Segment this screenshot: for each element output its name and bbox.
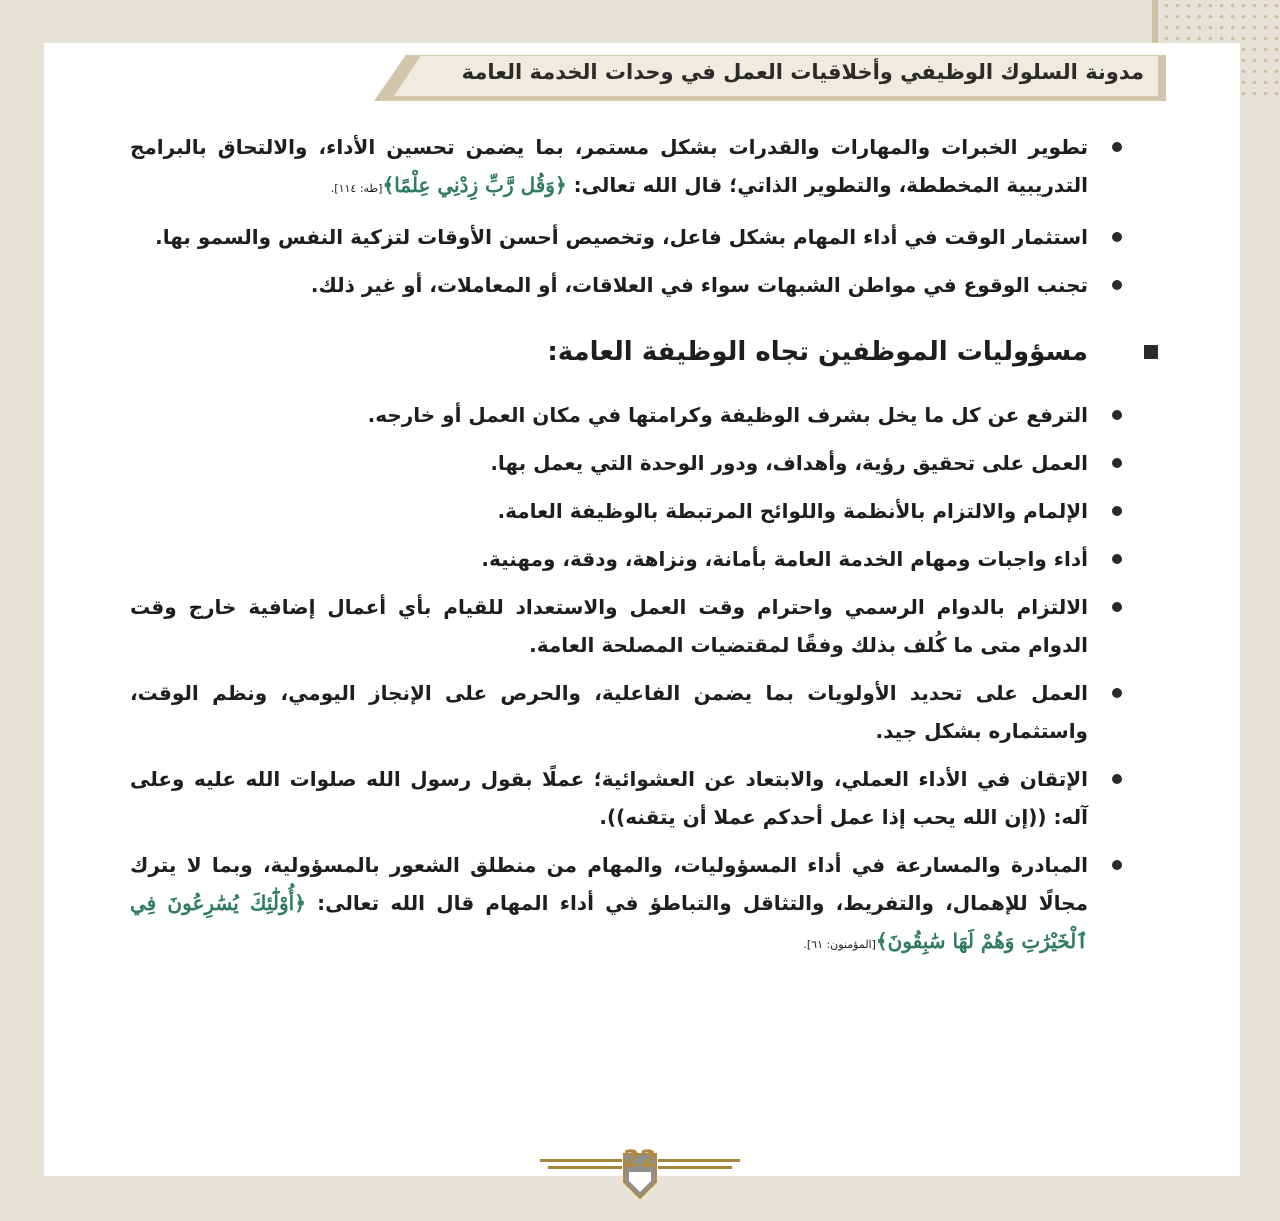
- list-item-text: استثمار الوقت في أداء المهام بشكل فاعل، وتخصيص أحسن الأوقات لتزكية النفس والسمو بها.: [155, 225, 1088, 249]
- bullet-icon: [1112, 688, 1122, 698]
- page-content: [130, 128, 1088, 974]
- footer-wing-right: [658, 1159, 740, 1162]
- bullet-icon: [1112, 410, 1122, 420]
- bullet-icon: [1112, 602, 1122, 612]
- bullet-icon: [1112, 142, 1122, 152]
- list-item-text: الترفع عن كل ما يخل بشرف الوظيفة وكرامتها في مكان العمل أو خارجه.: [367, 403, 1088, 427]
- page-header-title: مدونة السلوك الوظيفي وأخلاقيات العمل في وحدات الخدمة العامة: [461, 60, 1144, 84]
- section-title: مسؤوليات الموظفين تجاه الوظيفة العامة:: [547, 337, 1088, 367]
- list-item: [130, 588, 1088, 664]
- list-item-text: الإلمام والالتزام بالأنظمة واللوائح المرتبطة بالوظيفة العامة.: [497, 499, 1088, 523]
- bullet-icon: [1112, 280, 1122, 290]
- page-number: 22: [623, 1145, 657, 1173]
- list-item-text: أداء واجبات ومهام الخدمة العامة بأمانة، ونزاهة، ودقة، ومهنية.: [481, 547, 1088, 571]
- list-item-text: العمل على تحقيق رؤية، وأهداف، ودور الوحدة التي يعمل بها.: [490, 451, 1088, 475]
- section-heading: [130, 332, 1088, 372]
- bullet-icon: [1112, 506, 1122, 516]
- square-bullet-icon: [1144, 345, 1158, 359]
- bullet-icon: [1112, 774, 1122, 784]
- list-item-text: الإتقان في الأداء العملي، والابتعاد عن العشوائية؛ عملًا بقول رسول الله صلوات الله عليه وعلى آله: ((إن الله يحب إذا عمل أحدكم عملا أن يتقنه)).: [130, 767, 1088, 829]
- list-item: [130, 396, 1088, 434]
- bullet-icon: [1112, 232, 1122, 242]
- list-item: [130, 540, 1088, 578]
- list-item: [130, 760, 1088, 836]
- bullet-icon: [1112, 458, 1122, 468]
- quran-verse: ﴿أُوْلَٰٓئِكَ يُسَٰرِعُونَ فِي ٱلْخَيْرَٰتِ وَهُمْ لَهَا سَٰبِقُونَ﴾: [130, 891, 1088, 953]
- list-item: [130, 266, 1088, 304]
- list-item-text: تطوير الخبرات والمهارات والقدرات بشكل مستمر، بما يضمن تحسين الأداء، والالتحاق بالبرامج التدريبية المخططة، والتطوير الذاتي؛ قال الله تعالى:: [130, 135, 1088, 197]
- list-item: [130, 218, 1088, 256]
- list-item-text: الالتزام بالدوام الرسمي واحترام وقت العمل والاستعداد للقيام بأي أعمال إضافية خارج وقت الدوام متى ما كُلف بذلك وفقًا لمقتضيات المصلحة العامة.: [130, 595, 1088, 657]
- list-item: [130, 846, 1088, 964]
- quran-verse: ﴿وَقُل رَّبِّ زِدْنِي عِلْمًا﴾: [382, 173, 567, 197]
- list-item: [130, 492, 1088, 530]
- list-item-text: المبادرة والمسارعة في أداء المسؤوليات، والمهام من منطلق الشعور بالمسؤولية، وبما لا يترك مجالًا للإهمال، والتفريط، والتثاقل والتباطؤ في أداء المهام قال الله تعالى:: [130, 853, 1088, 915]
- list-item: [130, 128, 1088, 208]
- bullet-icon: [1112, 554, 1122, 564]
- list-item-text: العمل على تحديد الأولويات بما يضمن الفاعلية، والحرص على الإنجاز اليومي، ونظم الوقت، واستثماره بشكل جيد.: [130, 681, 1088, 743]
- list-item: [130, 674, 1088, 750]
- list-item-text: تجنب الوقوع في مواطن الشبهات سواء في العلاقات، أو المعاملات، أو غير ذلك.: [310, 273, 1088, 297]
- list-item: [130, 444, 1088, 482]
- bullet-icon: [1112, 860, 1122, 870]
- verse-reference: [طه: ١١٤].: [330, 182, 383, 195]
- verse-reference: [المؤمنون: ٦١].: [803, 938, 876, 951]
